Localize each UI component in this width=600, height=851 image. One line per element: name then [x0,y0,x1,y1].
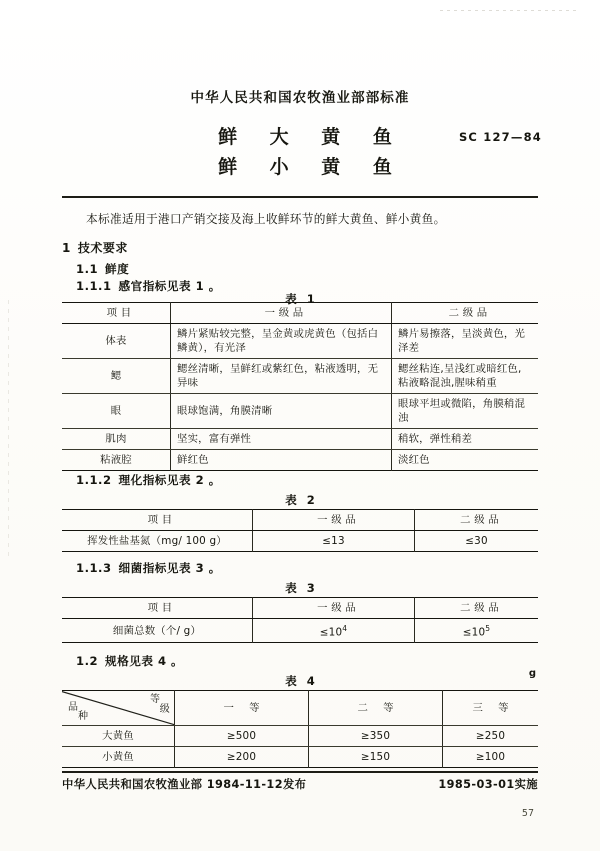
table-4-row-0-item: 大黄鱼 [62,726,175,747]
clause-1-1 [76,261,129,277]
table-1-header-grade1: 一 级 品 [171,303,392,324]
table-2-header-row [62,510,538,531]
table-row [62,619,538,643]
table-row [62,359,538,394]
table-2-header-grade1: 一 级 品 [253,510,415,531]
table-1-row-4-grade1: 鲜红色 [171,450,392,471]
clause-1-2-text: 规格见表 4 。 [105,654,184,668]
table-4-row-1-item: 小黄鱼 [62,747,175,768]
table-4-row-1-grade3: ≥100 [443,747,539,768]
table-4-corner-grade: 等 [150,694,162,705]
clause-1-text: 技术要求 [77,241,128,255]
clause-1-1-2-number: 1.1.2 [76,473,112,487]
table-row [62,531,538,552]
table-size-specifications [62,690,538,768]
table-4-row-0-grade3: ≥250 [443,726,539,747]
table-4-corner-cell [62,691,175,726]
scan-artifact-top [440,10,580,11]
clause-1-1-number: 1.1 [76,262,99,276]
table-3-header-grade1: 一 级 品 [253,598,415,619]
document-title-line-1: 鲜 大 黄 鱼 [218,126,405,148]
table-4-corner-kind2: 种 [78,711,89,722]
table-1-header-row [62,303,538,324]
table-1-row-3-item: 肌肉 [62,429,171,450]
table-1-row-2-grade1: 眼球饱满，角膜清晰 [171,394,392,429]
clause-1-1-2 [76,472,221,488]
scan-artifact-left [8,300,9,560]
table-2-header-item: 项 目 [62,510,253,531]
table-1-row-2-grade2: 眼球平坦或微陷，角膜稍混浊 [392,394,539,429]
table-4-row-0-grade2: ≥350 [309,726,443,747]
table-1-row-0-grade2: 鳞片易擦落，呈淡黄色，光泽差 [392,324,539,359]
clause-1-number: 1 [62,241,71,255]
table-3-caption: 表 3 [285,581,318,595]
clause-1-1-3-number: 1.1.3 [76,561,112,575]
table-3-header-row [62,598,538,619]
footer-issuer: 中华人民共和国农牧渔业部 1984-11-12发布 [62,778,307,791]
clause-1-1-text: 鲜度 [105,262,130,276]
table-row [62,394,538,429]
footer-divider [62,771,538,773]
table-1-row-4-grade2: 淡红色 [392,450,539,471]
table-3-row-0-grade2-base: ≤10 [462,626,486,639]
table-3-row-0-item: 细菌总数（个/ g） [62,619,253,643]
table-4-corner-grade2: 级 [159,704,170,715]
table-3-row-0-grade2 [415,619,539,643]
table-2-row-0-item: 挥发性盐基氮（mg/ 100 g） [62,531,253,552]
table-3-header-grade2: 二 级 品 [415,598,539,619]
header-divider [62,196,538,198]
table-3-row-0-grade1-base: ≤10 [319,626,343,639]
clause-1-1-2-text: 理化指标见表 2 。 [118,473,221,487]
table-1-row-3-grade1: 坚实，富有弹性 [171,429,392,450]
table-4-header-grade-1: 一 等 [175,691,309,726]
table-2-row-0-grade1: ≤13 [253,531,415,552]
clause-1-2-number: 1.2 [76,654,99,668]
table-2-header-grade2: 二 级 品 [415,510,539,531]
document-title-line-2: 鲜 小 黄 鱼 [218,156,405,178]
table-4-unit-label: g [528,668,536,679]
table-4-caption: 表 4 [285,674,318,688]
clause-1-1-3-text: 细菌指标见表 3 。 [118,561,221,575]
standard-number: SC 127—84 [458,130,542,144]
table-1-header-item: 项 目 [62,303,171,324]
table-1-row-1-grade1: 鳃丝清晰，呈鲜红或紫红色，粘液透明，无异味 [171,359,392,394]
table-2-caption: 表 2 [285,493,318,507]
clause-1 [62,239,128,256]
table-4-header-row [62,691,538,726]
issuing-organization: 中华人民共和国农牧渔业部部标准 [190,90,410,106]
scope-paragraph: 本标准适用于港口产销交接及海上收鲜环节的鲜大黄鱼、鲜小黄鱼。 [86,212,446,226]
title-block [0,122,600,182]
table-4-row-0-grade1: ≥500 [175,726,309,747]
table-4-row-1-grade1: ≥200 [175,747,309,768]
table-1-row-0-item: 体表 [62,324,171,359]
table-physicochemical-indicators [62,509,538,552]
table-row [62,747,538,768]
table-3-header-item: 项 目 [62,598,253,619]
table-1-caption: 表 1 [285,292,318,306]
table-4-header-grade-3: 三 等 [443,691,539,726]
table-2-row-0-grade2: ≤30 [415,531,539,552]
footer [62,776,538,792]
table-1-row-3-grade2: 稍软，弹性稍差 [392,429,539,450]
table-sensory-indicators [62,302,538,471]
page-number: 57 [521,808,534,819]
clause-1-1-3 [76,560,221,576]
table-bacterial-indicators [62,597,538,643]
table-4-header-grade-2: 二 等 [309,691,443,726]
table-4-row-1-grade2: ≥150 [309,747,443,768]
table-1-row-1-item: 鳃 [62,359,171,394]
table-1-row-1-grade2: 鳃丝粘连,呈浅红或暗红色,粘液略混浊,腥味稍重 [392,359,539,394]
table-1-row-4-item: 粘液腔 [62,450,171,471]
table-row [62,450,538,471]
table-1-header-grade2: 二 级 品 [392,303,539,324]
table-1-row-0-grade1: 鳞片紧贴较完整，呈金黄或虎黄色（包括白鳞黄），有光泽 [171,324,392,359]
table-3-row-0-grade1-exponent: 4 [342,624,348,633]
clause-1-2 [76,653,183,669]
footer-effective-date: 1985-03-01实施 [438,778,538,791]
clause-1-1-1-number: 1.1.1 [76,279,112,293]
table-row [62,726,538,747]
clause-1-1-1-text: 感官指标见表 1 。 [118,279,221,293]
table-1-row-2-item: 眼 [62,394,171,429]
table-4-corner-kind: 品 [68,702,79,713]
table-3-row-0-grade2-exponent: 5 [485,624,491,633]
table-3-row-0-grade1 [253,619,415,643]
table-row [62,429,538,450]
table-row [62,324,538,359]
